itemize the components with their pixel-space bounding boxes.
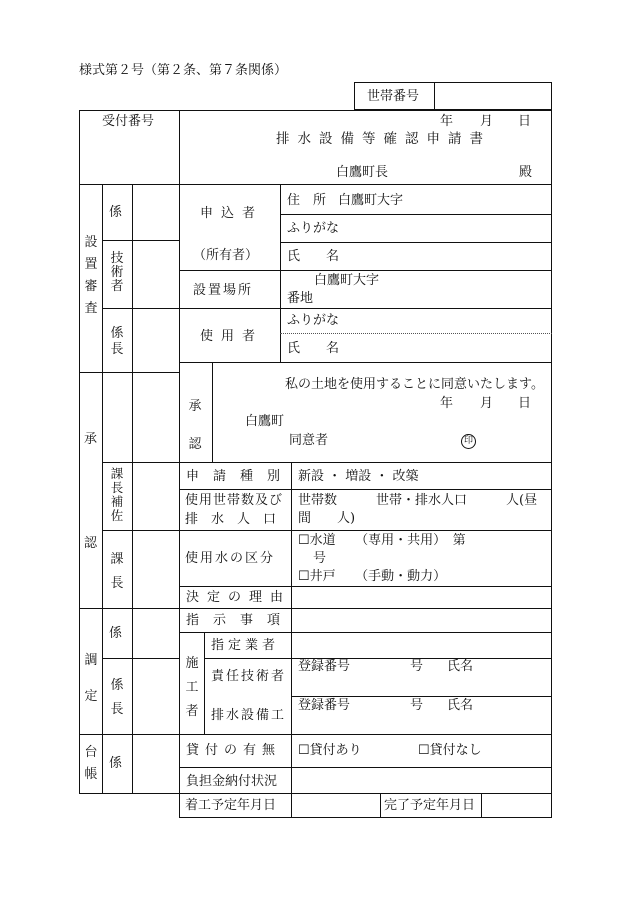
water-option-well[interactable]: ☐井戸 （手動・動力） [298, 569, 447, 584]
stamp-engineer[interactable] [137, 246, 175, 304]
worker-number-suffix: 号 [410, 698, 424, 713]
engineer-name-label: 氏名 [447, 659, 474, 674]
ledger-label: 台 帳 [84, 745, 98, 782]
stamp-chief[interactable] [137, 314, 175, 368]
stamp-ledger[interactable] [137, 740, 175, 790]
consent-text: 私の土地を使用することに同意いたします。 [285, 377, 544, 392]
site-label: 設置場所 [193, 283, 254, 298]
decision-reason-label: 決定の理由 [186, 590, 292, 605]
loan-yes-checkbox[interactable]: ☐貸付あり [298, 743, 362, 758]
worker-reg-number-label: 登録番号 [298, 698, 351, 713]
receipt-number-label: 受付番号 [102, 114, 155, 129]
owner-label: （所有者） [193, 248, 259, 263]
staff-ledger-kakari: 係 [109, 756, 123, 771]
application-type-label: 申請種別 [186, 469, 295, 484]
application-type-options[interactable]: 新設 ・ 増設 ・ 改築 [298, 469, 419, 484]
burden-label: 負担金納付状況 [186, 774, 278, 789]
staff-adjust-kakari: 係 [109, 626, 123, 641]
seal-mark [461, 433, 476, 449]
water-class-label: 使用水の区分 [185, 551, 276, 566]
end-date-label: 完了予定年月日 [384, 798, 476, 813]
chief-engineer-label: 責任技術者 [211, 669, 287, 684]
address-label: 住 所 [287, 193, 327, 208]
stamp-adjust-kakari[interactable] [137, 614, 175, 654]
worker-name-label: 氏名 [447, 698, 474, 713]
applicant-label: 申込者 [200, 206, 264, 221]
furigana-label: ふりがな [287, 221, 340, 236]
household-number-value[interactable] [440, 90, 545, 104]
households-label-line1: 使用世帯数及び [185, 493, 284, 508]
consent-day: 日 [518, 396, 532, 411]
construction-label: 施 工 者 [185, 656, 199, 719]
staff-deputy-chief: 課 長 補 佐 [110, 466, 124, 523]
date-year: 年 [440, 114, 454, 129]
installation-review-label: 設 置 審 査 [84, 235, 98, 316]
loan-label: 貸付の有無 [186, 743, 282, 758]
honorific: 殿 [519, 165, 533, 180]
water-option-city[interactable]: ☐水道 （専用・共用） 第 [298, 533, 466, 548]
consent-town: 白鷹町 [245, 414, 285, 429]
households-label-line2: 排水人口 [185, 512, 290, 527]
engineer-reg-number-label: 登録番号 [298, 659, 351, 674]
consent-year: 年 [440, 396, 454, 411]
user-furigana-label: ふりがな [287, 313, 340, 328]
stamp-kakari[interactable] [137, 190, 175, 236]
user-name-label: 氏 名 [287, 341, 340, 356]
engineer-number-suffix: 号 [410, 659, 424, 674]
user-label: 使用者 [200, 329, 264, 344]
address-value[interactable]: 白鷹町大字 [338, 193, 404, 208]
adjustment-label: 調 定 [84, 653, 98, 704]
staff-engineer: 技 術 者 [110, 251, 124, 294]
consent-label: 承 認 [188, 399, 202, 452]
staff-kakari: 係 [109, 205, 123, 220]
household-number-label: 世帯番号 [367, 89, 420, 104]
approval-label-bottom: 認 [84, 536, 98, 551]
staff-chief: 係 長 [110, 326, 124, 357]
end-date-value[interactable] [486, 797, 548, 813]
loan-no-checkbox[interactable]: ☐貸付なし [418, 743, 482, 758]
start-date-label: 着工予定年月日 [185, 798, 277, 813]
households-value-line1[interactable]: 世帯数 世帯・排水人口 人(昼 [298, 493, 538, 508]
seal-icon: 印 [461, 434, 476, 449]
designated-contractor-label: 指定業者 [211, 638, 280, 653]
consenter-label: 同意者 [289, 433, 329, 448]
form-number: 様式第２号（第２条、第７条関係） [79, 63, 288, 78]
stamp-section-chief[interactable] [137, 536, 175, 604]
staff-section-chief: 課 長 [110, 552, 124, 591]
start-date-value[interactable] [296, 797, 376, 813]
date-month: 月 [480, 114, 494, 129]
approval-label-top: 承 [84, 432, 98, 447]
stamp-approval-top[interactable] [137, 378, 175, 458]
drainage-worker-label: 排水設備工 [211, 708, 287, 723]
site-value-line2: 番地 [287, 291, 314, 306]
stamp-deputy-chief[interactable] [137, 468, 175, 526]
consent-month: 月 [480, 396, 494, 411]
water-option-city-number: 号 [313, 551, 327, 566]
name-label: 氏 名 [287, 249, 340, 264]
stamp-adjust-chief[interactable] [137, 664, 175, 730]
instructions-label: 指示事項 [186, 613, 295, 628]
staff-adjust-chief: 係 長 [110, 678, 124, 717]
households-value-line2: 間 人) [298, 511, 356, 526]
site-value-line1[interactable]: 白鷹町大字 [314, 273, 380, 288]
date-day: 日 [518, 114, 532, 129]
addressee: 白鷹町長 [336, 165, 389, 180]
document-title: 排水設備等確認申請書 [276, 131, 491, 147]
